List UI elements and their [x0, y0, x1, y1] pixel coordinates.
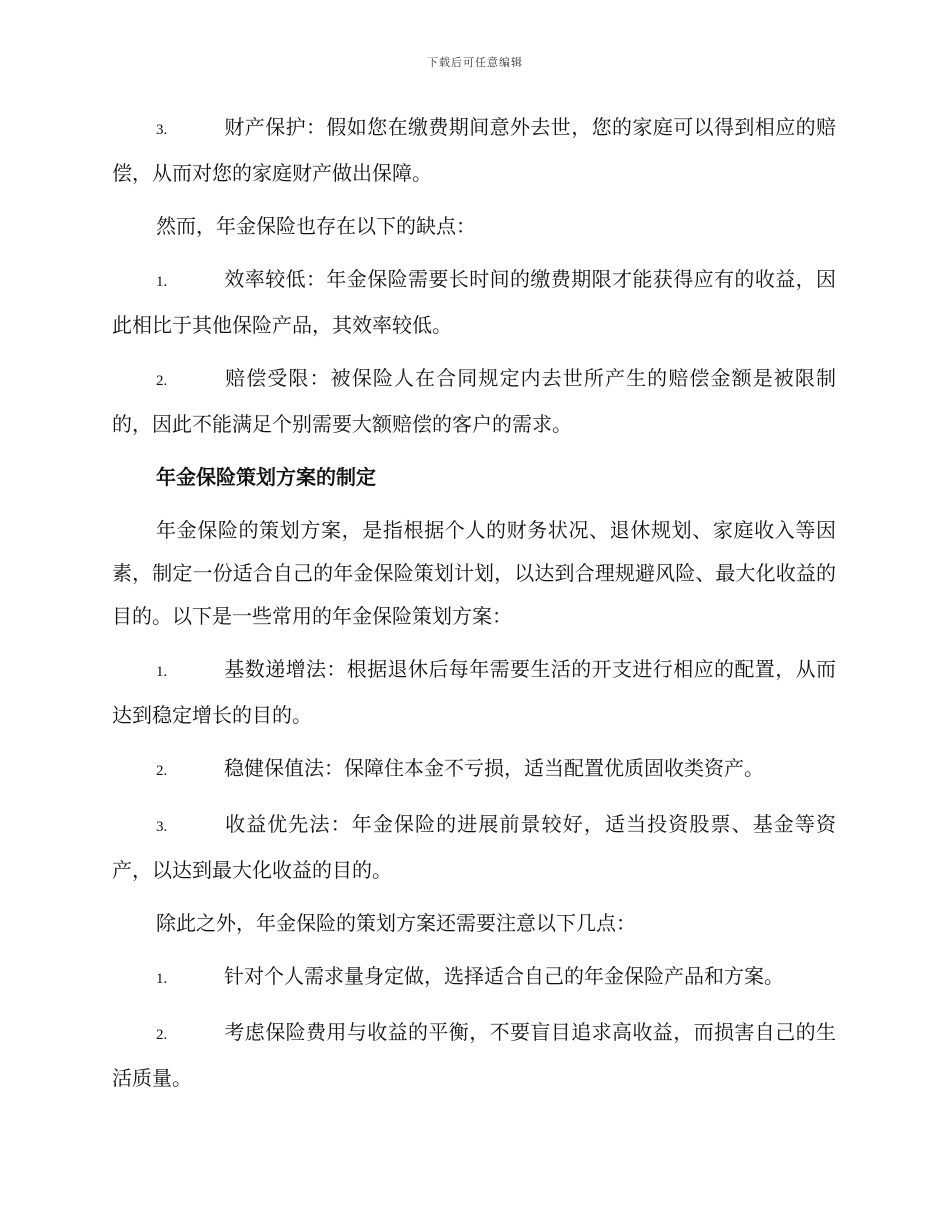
list-number: 1. [156, 664, 168, 680]
list-item [112, 803, 836, 892]
list-text: 针对个人需求量身定做，选择适合自己的年金保险产品和方案。 [224, 964, 784, 988]
list-number: 2. [156, 373, 168, 389]
paragraph: 然而，年金保险也存在以下的缺点： [156, 214, 476, 238]
list-text: 赔偿受限：被保险人在合同规定内去世所产生的赔偿金额是被限制的，因此不能满足个别需要大额赔偿的客户的需求。 [112, 366, 836, 436]
list-item [112, 955, 836, 1001]
list-number: 3. [156, 122, 168, 138]
list-text: 考虑保险费用与收益的平衡，不要盲目追求高收益，而损害自己的生活质量。 [112, 1020, 836, 1090]
list-item [112, 747, 836, 793]
list-number: 1. [156, 274, 168, 290]
list-text: 稳健保值法：保障住本金不亏损，适当配置优质固收类资产。 [224, 756, 764, 780]
list-item [112, 106, 836, 195]
list-item [112, 1011, 836, 1100]
list-number: 1. [156, 971, 168, 987]
document-body [112, 106, 836, 1110]
section-heading: 年金保险策划方案的制定 [156, 465, 376, 489]
page-header: 下载后可任意编辑 [427, 56, 523, 69]
list-number: 2. [156, 763, 168, 779]
list-item [112, 648, 836, 737]
list-text: 基数递增法：根据退休后每年需要生活的开支进行相应的配置，从而达到稳定增长的目的。 [112, 657, 836, 727]
list-item [112, 357, 836, 446]
list-text: 财产保护：假如您在缴费期间意外去世，您的家庭可以得到相应的赔偿，从而对您的家庭财产做出保障。 [112, 115, 836, 185]
list-text: 效率较低：年金保险需要长时间的缴费期限才能获得应有的收益，因此相比于其他保险产品，其效率较低。 [112, 267, 836, 337]
list-number: 3. [156, 819, 168, 835]
paragraph: 年金保险的策划方案，是指根据个人的财务状况、退休规划、家庭收入等因素，制定一份适合自己的年金保险策划计划，以达到合理规避风险、最大化收益的目的。以下是一些常用的年金保险策划方案： [112, 518, 836, 628]
list-number: 2. [156, 1027, 168, 1043]
list-item [112, 258, 836, 347]
paragraph: 除此之外，年金保险的策划方案还需要注意以下几点： [156, 911, 636, 935]
list-text: 收益优先法：年金保险的进展前景较好，适当投资股票、基金等资产，以达到最大化收益的目的。 [112, 812, 836, 882]
